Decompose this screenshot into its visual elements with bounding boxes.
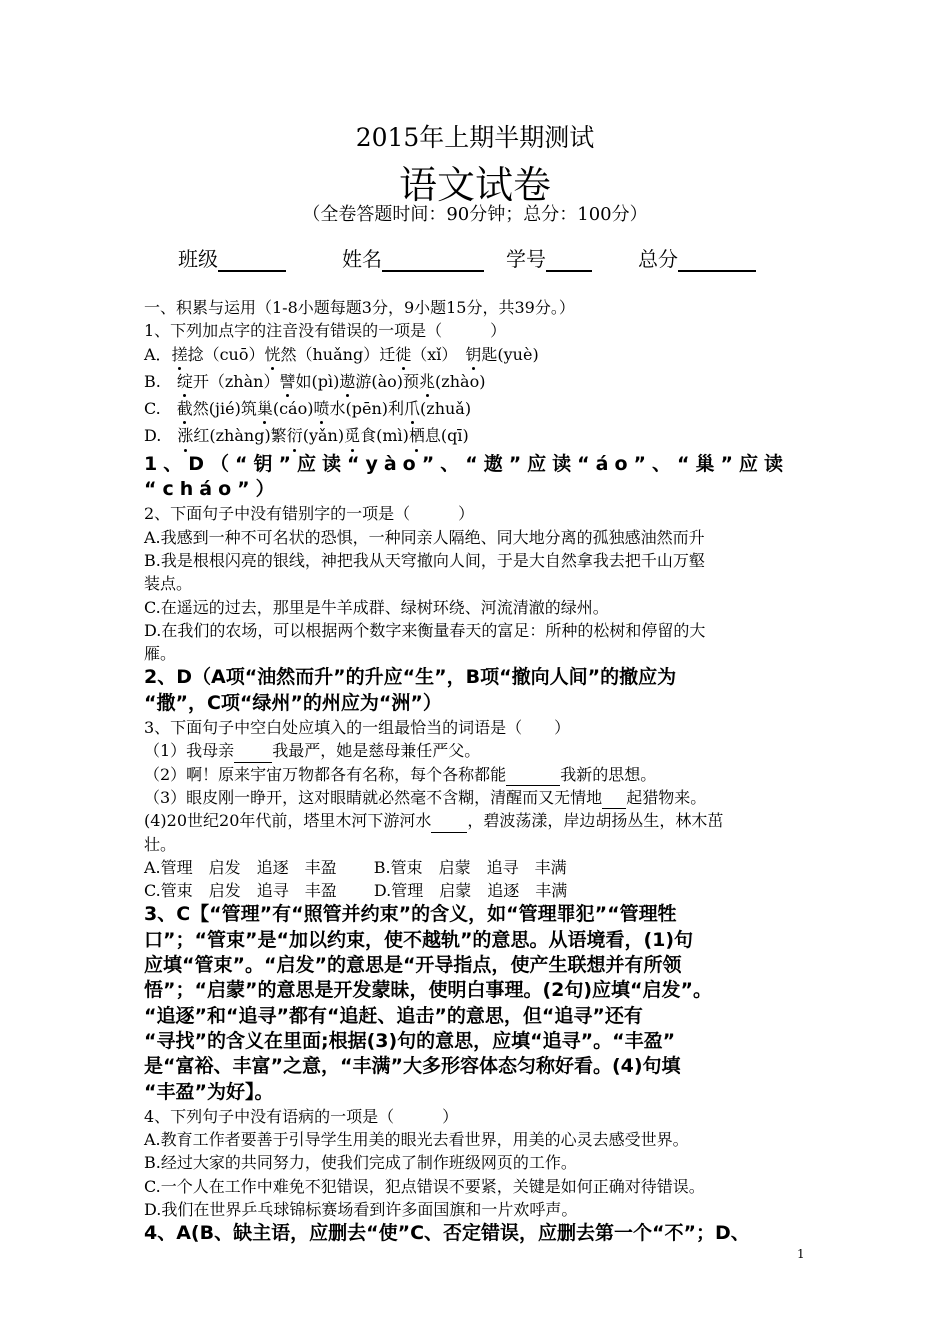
q3-options-cd: C.管束 启发 追寻 丰盈 D.管理 启蒙 追逐 丰满	[144, 881, 568, 901]
name-field[interactable]	[382, 248, 484, 272]
q3-answer-line: “寻找”的含义在里面;根据(3)句的意思，应填“追寻”。“丰盈”	[144, 1029, 676, 1052]
q1-option-a: A．搓捻（cuō）恍然（huǎng）迁徙（xǐ） 钥匙(yuè)	[144, 343, 810, 366]
q3-sentence-4-cont: 壮。	[144, 834, 177, 854]
q4-option-b: B.经过大家的共同努力，使我们完成了制作班级网页的工作。	[144, 1153, 577, 1173]
q3-sentence-4: (4)20世纪20年代前，塔里木河下游河水 ，碧波荡漾，岸边胡扬丛生，林木茁	[144, 809, 810, 832]
q4-answer-line: 4、A(B、缺主语，应删去“使”C、否定错误，应删去第一个“不”；D、	[144, 1222, 750, 1245]
q3-answer-line: 悟”；“启蒙”的意思是开发蒙昧，使明白事理。(2句)应填“启发”。	[144, 979, 713, 1002]
q2-option-b: B.我是根根闪亮的银线，神把我从天穹撤向人间，于是大自然拿我去把千山万壑	[144, 550, 705, 570]
number-field[interactable]	[546, 248, 592, 272]
q2-option-c: C.在遥远的过去，那里是牛羊成群、绿树环绕、河流清澈的绿州。	[144, 597, 609, 617]
q3-answer-line: 口”；“管束”是“加以约束，使不越轨”的意思。从语境看，(1)句	[144, 928, 694, 951]
q1-option-b: B. 绽开（zhàn）譬如(pì)遨游(ào)预兆(zhào)	[144, 370, 810, 393]
q3-answer-line: “丰盈”为好】。	[144, 1080, 274, 1103]
class-label: 班级	[178, 247, 218, 271]
q3-stem: 3、下面句子中空白处应填入的一组最恰当的词语是（ ）	[144, 718, 571, 738]
q2-option-d: D.在我们的农场，可以根据两个数字来衡量春天的富足：所种的松树和停留的大	[144, 620, 706, 640]
q2-stem: 2、下面句子中没有错别字的一项是（ ）	[144, 504, 475, 524]
q3-options-ab: A.管理 启发 追逐 丰盈 B.管束 启蒙 追寻 丰满	[144, 857, 567, 877]
total-field[interactable]	[678, 248, 756, 272]
q3-answer-line: “追逐”和“追寻”都有“追赶、追击”的意思，但“追寻”还有	[144, 1004, 643, 1027]
q1-option-d: D. 涨红(zhàng)繁衍(yǎn)觅食(mì)栖息(qī)	[144, 424, 810, 447]
exam-title: 2015年上期半期测试	[355, 123, 595, 152]
student-info-row	[178, 243, 756, 272]
q3-answer-line: 3、C【“管理”有“照管并约束”的含义，如“管理罪犯”“管理牲	[144, 903, 677, 926]
q2-answer-line: “撒”，C项“绿州”的州应为“洲”）	[144, 691, 442, 714]
q2-answer-line: 2、D（A项“油然而升”的升应“生”，B项“撤向人间”的撤应为	[144, 666, 677, 689]
q4-option-c: C.一个人在工作中难免不犯错误，犯点错误不要紧，关键是如何正确对待错误。	[144, 1176, 705, 1196]
page-number: 1	[797, 1247, 805, 1261]
q3-sentence-3: （3）眼皮刚一睁开，这对眼睛就必然毫不含糊，清醒而又无情地 起猎物来。	[144, 786, 810, 809]
q3-answer-line: 是“富裕、丰富”之意，“丰满”大多形容体态匀称好看。(4)句填	[144, 1055, 681, 1078]
class-field[interactable]	[218, 248, 286, 272]
q1-option-c: C. 截然(jié)筑巢(cáo)喷水(pēn)利爪(zhuǎ)	[144, 397, 810, 420]
q3-sentence-2: （2）啊！原来宇宙万物都各有名称，每个各称都能 我新的思想。	[144, 763, 810, 786]
q4-stem: 4、下列句子中没有语病的一项是（ ）	[144, 1106, 459, 1126]
q1-stem: 1、下列加点字的注音没有错误的一项是（ ）	[144, 321, 507, 341]
q4-option-a: A.教育工作者要善于引导学生用美的眼光去看世界，用美的心灵去感受世界。	[144, 1130, 689, 1150]
q2-option-b-cont: 装点。	[144, 574, 193, 594]
q1-answer-line: “cháo”）	[144, 478, 281, 501]
q3-answer-line: 应填“管束”。“启发”的意思是“开导指点，使产生联想并有所领	[144, 954, 682, 977]
q3-sentence-1: （1）我母亲 我最严，她是慈母兼任严父。	[144, 739, 810, 762]
section-heading: 一、积累与运用（1-8小题每题3分，9小题15分，共39分。）	[144, 298, 575, 317]
q2-option-a: A.我感到一种不可名状的恐惧，一种同亲人隔绝、同大地分离的孤独感油然而升	[144, 527, 705, 547]
exam-subtitle: （全卷答题时间：90分钟；总分：100分）	[302, 204, 648, 225]
q1-answer-line: 1、D（“钥”应读“yào”、“遨”应读“áo”、“巢”应读	[144, 452, 789, 475]
exam-subject-title: 语文试卷	[398, 163, 551, 207]
exam-content	[144, 296, 810, 1247]
total-label: 总分	[638, 247, 678, 271]
number-label: 学号	[506, 247, 546, 271]
q2-option-d-cont: 雁。	[144, 644, 177, 664]
q4-option-d: D.我们在世界乒乓球锦标赛场看到许多面国旗和一片欢呼声。	[144, 1199, 578, 1219]
name-label: 姓名	[342, 247, 382, 271]
